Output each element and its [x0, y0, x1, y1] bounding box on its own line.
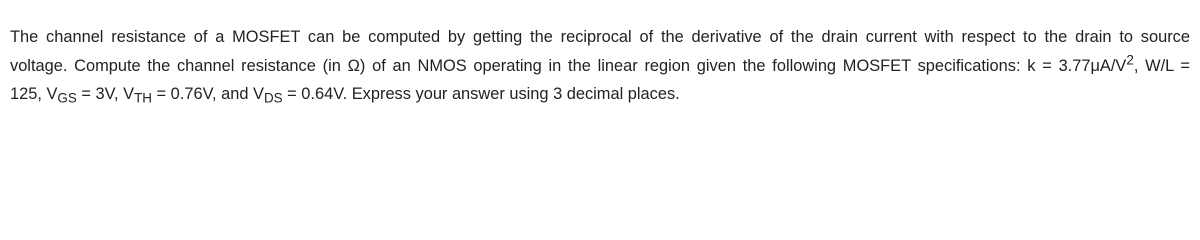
question-line-3: [10, 80, 1190, 109]
k-unit-exponent: 2: [1126, 51, 1134, 67]
vth-subscript: TH: [134, 90, 152, 106]
vgs-value: = 3V, V: [76, 85, 135, 104]
question-line-3-start: 125, V: [10, 85, 58, 104]
question-line-2-suffix: , W/L =: [1133, 56, 1191, 75]
vds-subscript: DS: [263, 90, 283, 106]
question-line-2-prefix: voltage. Compute the channel resistance (in Ω) of an NMOS operating in the linear region given the following MOSFET specifications: k = 3.77μA/V: [10, 56, 1127, 75]
vth-value: = 0.76V, and V: [152, 85, 264, 104]
vds-value: = 0.64V. Express your answer using 3 decimal places.: [282, 85, 680, 104]
question-line-1-text: The channel resistance of a MOSFET can be computed by getting the reciprocal of the derivative of the drain current with respect to the drain to source: [10, 28, 1190, 46]
question-text: [10, 23, 1190, 109]
question-line-2: [10, 52, 1190, 81]
question-line-1: [10, 23, 1190, 52]
vgs-subscript: GS: [57, 90, 77, 106]
